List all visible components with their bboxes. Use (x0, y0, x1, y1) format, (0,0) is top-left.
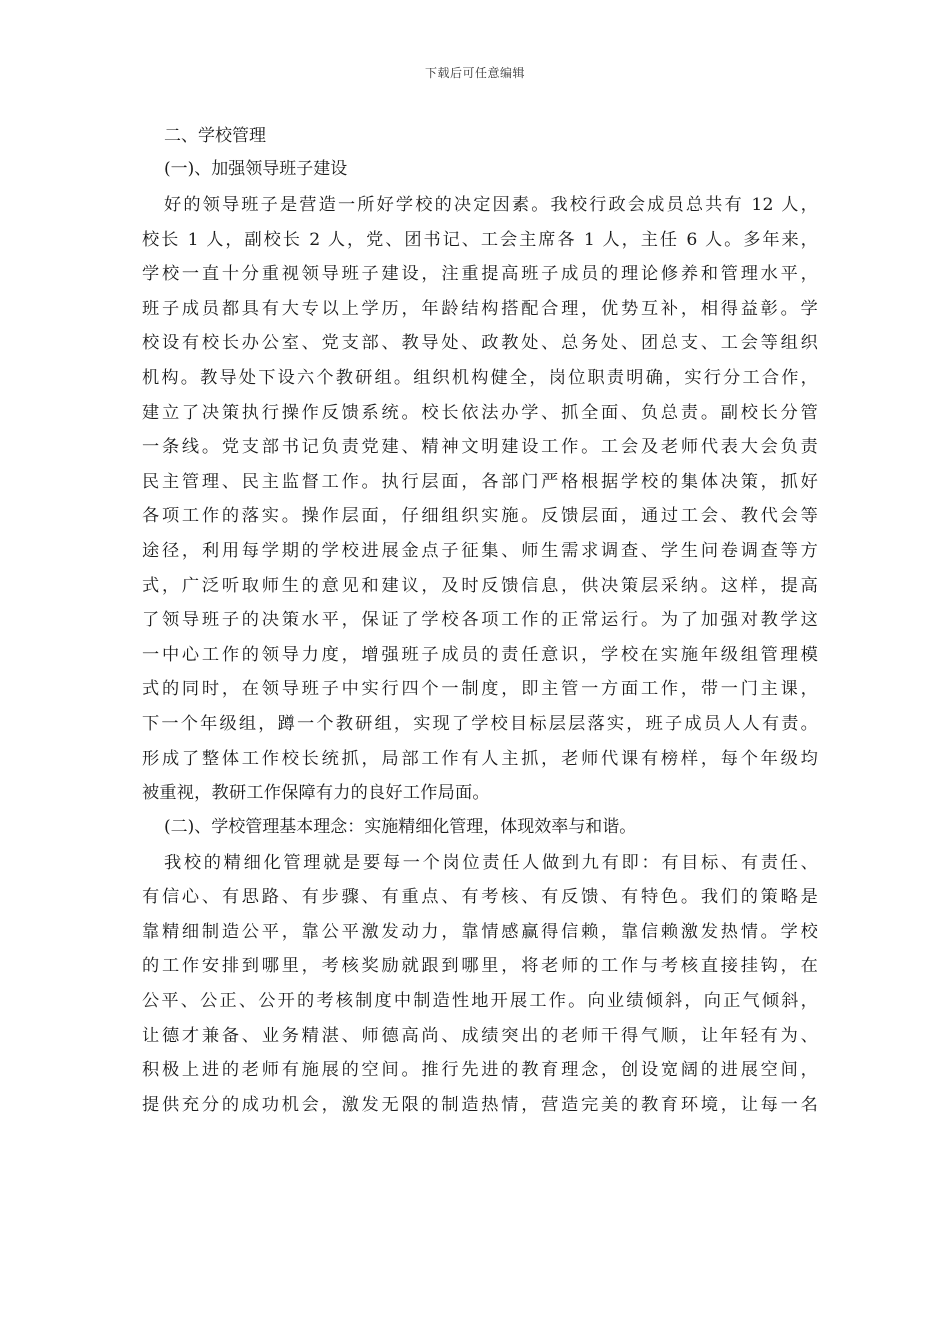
paragraph-line: 有信心、有思路、有步骤、有重点、有考核、有反馈、有特色。我们的策略是 (142, 887, 818, 908)
paragraph-line: 校长 1 人，副校长 2 人，党、团书记、工会主席各 1 人，主任 6 人。多年来， (142, 229, 818, 250)
paragraph-line: 一中心工作的领导力度，增强班子成员的责任意识，学校在实施年级组管理模 (142, 644, 818, 665)
paragraph-line: 形成了整体工作校长统抓，局部工作有人主抓，老师代课有榜样，每个年级均 (142, 748, 818, 769)
paragraph-line: 好的领导班子是营造一所好学校的决定因素。我校行政会成员总共有 12 人， (164, 195, 818, 215)
paragraph-line: 式，广泛听取师生的意见和建议，及时反馈信息，供决策层采纳。这样，提高 (142, 575, 818, 596)
paragraph-line: 了领导班子的决策水平，保证了学校各项工作的正常运行。为了加强对教学这 (142, 610, 818, 631)
paragraph-line: 被重视，教研工作保障有力的良好工作局面。 (142, 783, 490, 804)
paragraph-line: 式的同时，在领导班子中实行四个一制度，即主管一方面工作，带一门主课， (142, 679, 818, 700)
paragraph-line: 各项工作的落实。操作层面，仔细组织实施。反馈层面，通过工会、教代会等 (142, 506, 818, 527)
paragraph-line: 校设有校长办公室、党支部、教导处、政教处、总务处、团总支、工会等组织 (142, 333, 818, 354)
document-body (142, 120, 818, 1122)
paragraph-line: 提供充分的成功机会，激发无限的制造热情，营造完美的教育环境，让每一名 (142, 1094, 818, 1115)
paragraph-line: 一条线。党支部书记负责党建、精神文明建设工作。工会及老师代表大会负责 (142, 437, 818, 458)
subsection-1-paragraph (142, 188, 818, 811)
paragraph-line: 学校一直十分重视领导班子建设，注重提高班子成员的理论修养和管理水平， (142, 264, 818, 285)
paragraph-line: 民主管理、民主监督工作。执行层面，各部门严格根据学校的集体决策，抓好 (142, 471, 818, 492)
subsection-2-title: (二)、学校管理基本理念：实施精细化管理，体现效率与和谐。 (164, 816, 637, 837)
subsection-2-paragraph (142, 846, 818, 1123)
paragraph-line: 的工作安排到哪里，考核奖励就跟到哪里，将老师的工作与考核直接挂钩，在 (142, 956, 818, 977)
paragraph-line: 下一个年级组，蹲一个教研组，实现了学校目标层层落实，班子成员人人有责。 (142, 713, 818, 734)
paragraph-line: 积极上进的老师有施展的空间。推行先进的教育理念，创设宽阔的进展空间， (142, 1060, 818, 1081)
paragraph-line: 公平、公正、公开的考核制度中制造性地开展工作。向业绩倾斜，向正气倾斜， (142, 991, 818, 1012)
paragraph-line: 途径，利用每学期的学校进展金点子征集、师生需求调查、学生问卷调查等方 (142, 540, 818, 561)
paragraph-line: 班子成员都具有大专以上学历，年龄结构搭配合理，优势互补，相得益彰。学 (142, 298, 818, 319)
paragraph-line: 机构。教导处下设六个教研组。组织机构健全，岗位职责明确，实行分工合作， (142, 367, 818, 388)
paragraph-line: 我校的精细化管理就是要每一个岗位责任人做到九有即：有目标、有责任、 (164, 852, 818, 873)
paragraph-line: 建立了决策执行操作反馈系统。校长依法办学、抓全面、负总责。副校长分管 (142, 402, 818, 423)
paragraph-line: 让德才兼备、业务精湛、师德高尚、成绩突出的老师干得气顺，让年轻有为、 (142, 1025, 818, 1046)
subsection-1-title: (一)、加强领导班子建设 (164, 159, 348, 179)
section-title: 二、学校管理 (164, 126, 266, 146)
paragraph-line: 靠精细制造公平，靠公平激发动力，靠情感赢得信赖，靠信赖激发热情。学校 (142, 921, 818, 942)
header-note: 下载后可任意编辑 (424, 66, 525, 80)
